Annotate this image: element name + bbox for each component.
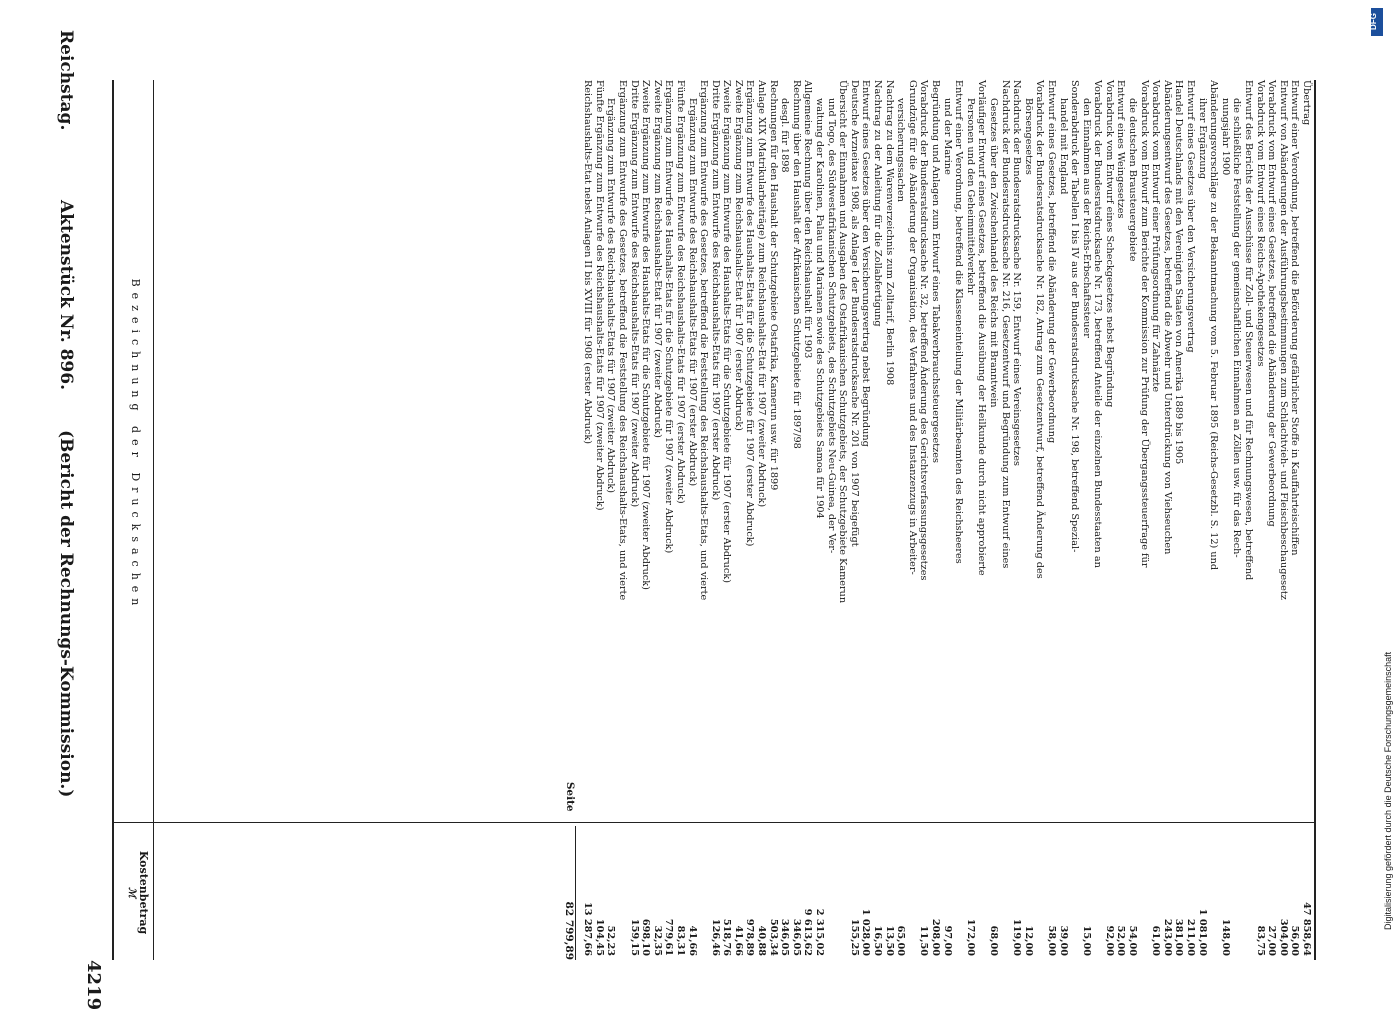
table-row [767,80,779,960]
row-amount: 211,00 [1185,918,1197,956]
row-description: Vorabdruck vom Entwurf eines Reichs-Apothekengesetzes [1254,80,1266,367]
row-description: Zweite Ergänzung zum Reichshaushalts-Etat für 1907 (erster Abdruck) [732,80,744,431]
table-row [1196,80,1208,960]
table-row [709,80,721,960]
bottom-rule [1314,80,1316,960]
table-row [651,80,663,960]
table-row [883,80,895,960]
table-row [628,80,640,960]
row-amount: 119,00 [1011,918,1023,956]
row-description: Ergänzung zum Entwurfe des Haushalts-Etats für die Schutzgebiete für 1907 (zweiter Abdruck) [663,80,675,554]
table-row [871,80,883,960]
row-description: Vorabdruck vom Entwurf zum Berichte der Kommission zur Prüfung der Übergangssteuerfrage für [1138,80,1150,568]
row-description: Zweite Ergänzung zum Entwurfe des Haushalts-Etats für die Schutzgebiete für 1907 (erster Abdruck) [721,80,733,583]
row-description: waltung der Karolinen, Palau und Marianen sowie des Schutzgebiets Samoa für 1904 [814,98,826,519]
row-description: die schließliche Feststellung der gemeinschaftlichen Einnahmen an Zöllen usw. für das Rech- [1231,98,1243,558]
table-row [616,80,628,960]
row-description: Entwurf einer Verordnung, betreffend die Beförderung gefährlicher Stoffe in Kauffahrteischiffen [1289,80,1301,556]
row-amount: 52,00 [1115,925,1127,956]
table-row [1011,80,1023,960]
row-amount [837,821,849,956]
row-amount: 9 613,62 [802,908,814,956]
row-description: Ergänzung zum Entwurfe des Reichshaushalts-Etats für 1907 (erster Abdruck) [686,98,698,487]
row-description: ihrer Ergänzung [1196,98,1208,180]
table-row [1184,80,1196,960]
table-row [640,80,652,960]
digitization-credit [1372,70,1393,930]
row-amount: 56,00 [1289,925,1301,956]
row-amount: 27,00 [1266,925,1278,956]
table-row [790,80,802,960]
row-description: Vorabdruck vom Entwurf eines Gesetzes, betreffend die Abänderung der Gewerbeordnung [1266,80,1278,527]
table-row [941,80,953,960]
row-amount: 2 315,02 [814,908,826,956]
table-body [156,80,1312,960]
credit-text: Digitalisierung gefördert durch die Deutsche Forschungsgemeinschaft [1383,651,1393,930]
row-description: Entwurf eines Weingesetzes [1115,80,1127,219]
table-row [813,80,825,960]
row-description: Handel Deutschlands mit den Vereinigten Staaten von Amerika 1889 bis 1905 [1173,80,1185,465]
table-row [1219,80,1231,960]
row-description: handel mit England [1057,98,1069,195]
table-row [1266,80,1278,960]
row-amount: 381,00 [1173,918,1185,956]
row-description: Ergänzung zum Entwurfe des Gesetzes, betreffend die Feststellung des Reichshaushalts-Etats, und vierte [698,80,710,601]
row-amount: 13,50 [883,925,895,956]
row-description: und der Marine [941,98,953,175]
row-amount: 518,76 [721,918,733,956]
row-description: Anlage XIX (Matrikularbeiträge) zum Reichshaushalts-Etat für 1907 (zweiter Abdruck) [756,80,768,508]
row-description: desgl. für 1898 [779,98,791,173]
row-amount [1092,821,1104,956]
table-row [1022,80,1034,960]
table-row [999,80,1011,960]
row-description: nungsjahr 1900 [1219,98,1231,176]
row-amount: 13 287,66 [582,902,594,956]
row-amount: 41,66 [686,925,698,956]
row-description: Ergänzung zum Entwurfe des Gesetzes, betreffend die Feststellung des Reichshaushalts-Etats, und vierte [616,80,628,601]
header-middle: Aktenstück Nr. 896. [56,200,76,391]
row-amount: 32,35 [651,925,663,956]
row-description: Entwurf eines Gesetzes über den Versicherungsvertrag [1185,80,1197,353]
table-row [779,80,791,960]
total-row [563,80,576,960]
row-description: Entwurf des Berichts der Ausschüsse für Zoll- und Steuerwesen und für Rechnungswesen, betreffend [1243,80,1255,581]
row-amount [616,821,628,956]
row-amount: 978,89 [744,918,756,956]
row-description: Entwurf eines Gesetzes über den Versicherungsvertrag nebst Begründung [860,80,872,447]
row-description: Deutsche Arzneitaxe 1908, als Anlage I der Bundesratsdrucksache Nr. 201 von 1907 beigefügt [848,80,860,547]
row-amount [1242,821,1254,956]
row-description: Abänderungsentwurf des Gesetzes, betreffend die Abwehr und Unterdrückung von Viehseuchen [1161,80,1173,555]
row-amount: 779,61 [663,918,675,956]
row-amount [698,821,710,956]
row-description: Fünfte Ergänzung zum Entwurfe des Reichshaushalts-Etats für 1907 (zweiter Abdruck) [593,80,605,511]
row-description: Zweite Ergänzung zum Entwurfe des Haushalts-Etats für die Schutzgebiete für 1907 (zweiter Abdruck) [640,80,652,590]
row-amount [1034,821,1046,956]
row-amount: 208,00 [930,918,941,956]
row-amount: 83,75 [1254,925,1266,956]
row-amount: 148,00 [1219,918,1231,956]
dfg-logo-text: DFG [1368,13,1378,30]
dfg-logo [1368,8,1383,36]
table-row [686,80,698,960]
row-amount: 97,00 [941,925,953,956]
row-amount [1208,821,1220,956]
table-row [1045,80,1057,960]
row-description: Entwurf einer Verordnung, betreffend die Klasseneinteilung der Militärbeamten des Reichsheeres [953,80,965,564]
row-description: Dritte Ergänzung zum Entwurfe des Reichshaushalts-Etats für 1907 (erster Abdruck) [709,80,721,501]
row-amount: 92,00 [1103,925,1115,956]
row-description: Reichshaushalts-Etat nebst Anlagen II bis XVIII für 1908 (erster Abdruck) [582,80,594,445]
column-title: Bezeichnung der Drucksachen [129,278,142,612]
table-row [987,80,999,960]
row-description: Vorabdruck vom Entwurf eines Scheckgesetzes nebst Begründung [1103,80,1115,408]
row-description: Übersicht der Einnahmen und Ausgaben des Ostafrikanischen Schutzgebiets, der Schutzgebiete Kamerun [837,80,849,604]
row-description: Vorabdruck vom Entwurf einer Prüfungsordnung für Zahnärzte [1150,80,1162,393]
row-amount: 698,10 [640,918,652,956]
row-description: versicherungssachen [895,98,907,202]
row-description: Ergänzung zum Entwurfe des Haushalts-Etats für die Schutzgebiete für 1907 (erster Abdruck) [744,80,756,547]
row-amount: 41,66 [732,925,744,956]
row-amount: 54,00 [1127,925,1139,956]
table-row [732,80,744,960]
table-row [593,80,605,960]
table-row [674,80,686,960]
table-row [976,80,988,960]
row-amount [1231,821,1243,956]
page-header [42,30,82,970]
table-row [895,80,907,960]
row-amount: 104,45 [593,918,605,956]
table-row [1300,80,1312,960]
row-amount: 47 858,64 [1301,902,1312,956]
row-description: Nachdruck der Bundesratsdrucksache Nr. 159, Entwurf eines Vereinsgesetzes [1011,80,1023,466]
table-row [721,80,733,960]
table-row [929,80,941,960]
row-description: Nachtrag zu der Anleitung für die Zollabfertigung [872,80,884,327]
row-amount: 58,00 [1045,925,1057,956]
table-row [1103,80,1115,960]
row-amount [1069,821,1081,956]
row-description: die deutschen Brausteuergebiete [1127,98,1139,262]
row-description: Entwurf eines Gesetzes, betreffend die Abänderung der Gewerbeordnung [1045,80,1057,444]
row-description: Entwurf von Abänderungen der Ausführungsbestimmungen zum Schlachtvieh- und Fleischbeschaugesetz [1277,80,1289,600]
table-row [1289,80,1301,960]
cost-label: Kostenbetrag [137,850,150,935]
table-row [1034,80,1046,960]
row-description: Zweite Ergänzung zum Reichshaushalts-Etat für 1907 (zweiter Abdruck) [651,80,663,438]
row-amount [825,821,837,956]
row-description: Börsengesetzes [1022,98,1034,175]
row-description: Rechnungen für den Haushalt der Schutzgebiete Ostafrika, Kamerun usw. für 1899 [767,80,779,491]
row-amount: 40,88 [756,925,768,956]
table-row [1069,80,1081,960]
row-description: Personen und den Geheimmittelverkehr [964,98,976,295]
row-description: Dritte Ergänzung zum Entwurfe des Reichshaushalts-Etats für 1907 (zweiter Abdruck) [628,80,640,508]
row-description: Ergänzung zum Entwurfe des Reichshaushalts-Etats für 1907 (zweiter Abdruck) [605,98,617,494]
table-row [918,80,930,960]
row-amount: 159,15 [628,918,640,956]
column-headers [116,80,152,960]
column-cost [126,825,150,960]
table-row [953,80,965,960]
row-amount [976,821,988,956]
table-row [964,80,976,960]
row-description: Grundzüge für die Abänderung der Organisation, des Verfahrens und des Instanzenzugs in Arbeiter- [906,80,918,575]
table-row [848,80,860,960]
row-description: Vorläufiger Entwurf eines Gesetzes, betreffend die Ausübung der Heilkunde durch nicht approbierte [976,80,988,576]
row-description: Vorabdruck der Bundesratsdrucksache Nr. 182, Antrag zum Gesetzentwurf, betreffend Änderung des [1034,80,1046,579]
table-row [1254,80,1266,960]
table-row [1277,80,1289,960]
row-amount: 126,46 [709,918,721,956]
row-amount: 16,50 [872,925,884,956]
row-description: Rechnung über den Haushalt der Afrikanischen Schutzgebiete für 1897/98 [790,80,802,449]
table-row [1057,80,1069,960]
row-amount: 11,50 [918,925,930,956]
row-amount: 346,05 [779,918,791,956]
table-row [1138,80,1150,960]
total-amount: 82 799,89 [563,826,576,960]
row-amount: 52,23 [605,925,617,956]
table-row [837,80,849,960]
table-row [698,80,710,960]
page-number: 4219 [83,960,104,1010]
table-row [802,80,814,960]
table-row [825,80,837,960]
row-description: den Einnahmen aus der Reichs-Erbschaftssteuer [1080,98,1092,338]
row-description: Gesetzes über den Zwischenhandel des Reichs mit Branntwein [987,98,999,408]
row-amount: 68,00 [987,925,999,956]
row-amount [999,821,1011,956]
table-row [605,80,617,960]
table-row [860,80,872,960]
table-row [663,80,675,960]
row-amount: 83,31 [674,925,686,956]
row-amount: 1 081,00 [1196,908,1208,956]
header-left: Reichstag. [56,30,76,131]
table-row [1208,80,1220,960]
table-rows [156,80,1312,960]
table-row [906,80,918,960]
table-row [1161,80,1173,960]
row-amount: 346,05 [790,918,802,956]
row-description: Allgemeine Rechnung über den Reichshaushalt für 1903 [802,80,814,359]
row-description: Nachtrag zu dem Warenverzeichnis zum Zolltarif, Berlin 1908 [883,80,895,386]
row-description: Nachdruck der Bundesratsdrucksache Nr. 216, Gesetzentwurf und Begründung zum Entwurf eines [999,80,1011,569]
row-amount: 1 028,00 [860,908,872,956]
row-description: Begründung und Anlagen zum Entwurf eines Tabakverbrauchssteuergesetzes [930,80,941,463]
table-row [582,80,594,960]
row-amount: 12,00 [1022,925,1034,956]
row-amount [1138,821,1150,956]
total-label: Seite [563,781,576,812]
row-description: Abänderungsvorschläge zu der Bekanntmachung vom 5. Februar 1895 (Reichs-Gesetzbl. S. 12) und [1208,80,1220,571]
row-amount: 61,00 [1150,925,1162,956]
header-rule [153,80,154,960]
top-rule [112,80,114,960]
row-amount: 172,00 [964,918,976,956]
table-row [1150,80,1162,960]
table-row [1092,80,1104,960]
row-description: Vorabdruck der Bundesratsdrucksache Nr. 173, betreffend Anteile der einzelnen Bundesstaaten an [1092,80,1104,568]
row-amount: 155,25 [848,918,860,956]
row-description: und Togo, des Südwestafrikanischen Schutzgebiets, des Schutzgebiets Neu-Guinea, der Ver- [825,98,837,554]
row-amount: 304,00 [1277,918,1289,956]
table-row [1080,80,1092,960]
table-row [1231,80,1243,960]
row-description: Fünfte Ergänzung zum Entwurfe des Reichshaushalts-Etats für 1907 (erster Abdruck) [674,80,686,504]
row-amount: 65,00 [895,925,907,956]
row-amount: 503,34 [767,918,779,956]
table-row [1173,80,1185,960]
table-row [744,80,756,960]
row-description: Vorabdruck der Bundesratsdrucksache Nr. 32, betreffend Änderung des Gerichtsverfassungsgesetzes [918,80,930,581]
row-description: Übertrag [1301,80,1312,126]
row-amount: 15,00 [1080,925,1092,956]
row-description: Sonderabdruck der Tabellen I bis IV aus der Bundesratsdrucksache Nr. 198, betreffend Spezial- [1069,80,1081,553]
header-right: (Bericht der Rechnungs-Kommission.) [56,430,76,798]
currency-unit: ℳ [126,887,137,898]
row-amount [953,821,965,956]
table-row [756,80,768,960]
table-row [1242,80,1254,960]
table-row [1127,80,1139,960]
table-row [1115,80,1127,960]
row-amount: 243,00 [1161,918,1173,956]
row-amount [906,821,918,956]
row-amount: 39,00 [1057,925,1069,956]
